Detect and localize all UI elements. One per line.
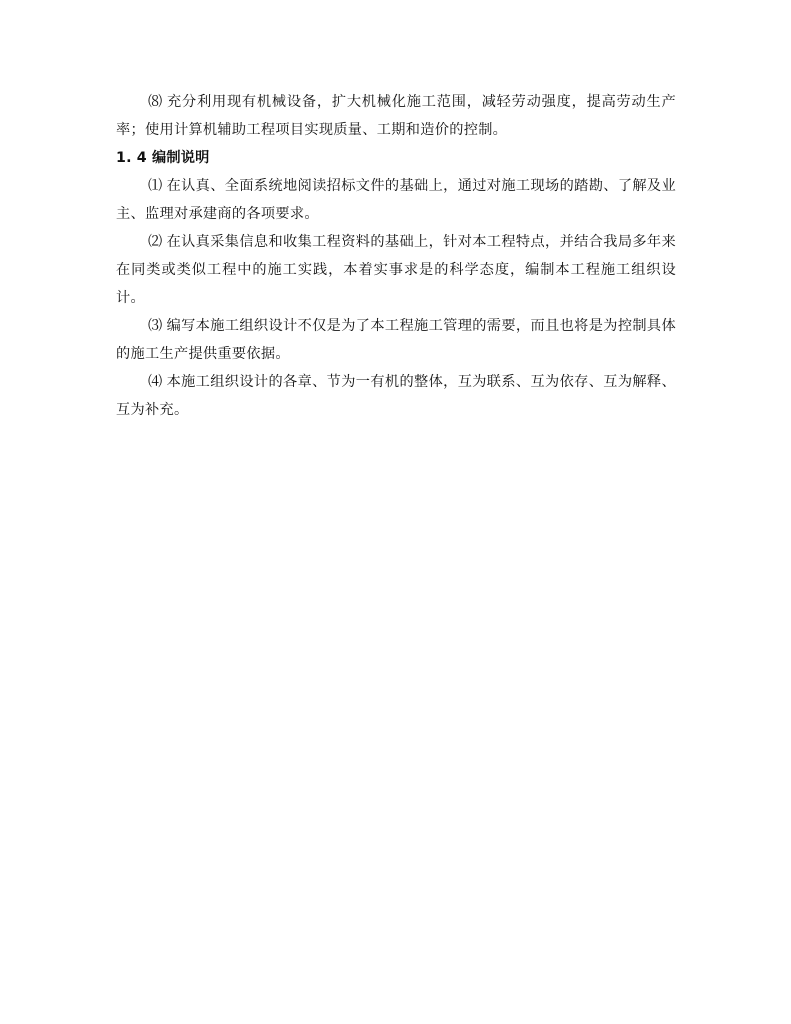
paragraph-8 xyxy=(116,88,676,144)
item-text: 在认真、全面系统地阅读招标文件的基础上，通过对施工现场的踏勘、了解及业主、监理对承建商的各项要求。 xyxy=(116,178,676,222)
item-number: ⑵ xyxy=(148,234,163,250)
item-number: ⑷ xyxy=(148,374,163,390)
paragraph-number: ⑻ xyxy=(148,94,163,110)
list-item xyxy=(116,368,676,424)
item-text: 在认真采集信息和收集工程资料的基础上，针对本工程特点，并结合我局多年来在同类或类似工程中的施工实践，本着实事求是的科学态度，编制本工程施工组织设计。 xyxy=(116,234,676,306)
section-heading: 1. 4 编制说明 xyxy=(116,150,210,166)
document-body xyxy=(116,88,676,424)
item-text: 编写本施工组织设计不仅是为了本工程施工管理的需要，而且也将是为控制具体的施工生产提供重要依据。 xyxy=(116,318,676,362)
item-number: ⑴ xyxy=(148,178,163,194)
list-item xyxy=(116,312,676,368)
paragraph-text: 充分利用现有机械设备，扩大机械化施工范围，减轻劳动强度，提高劳动生产率；使用计算机辅助工程项目实现质量、工期和造价的控制。 xyxy=(116,94,677,138)
list-item xyxy=(116,172,676,228)
item-text: 本施工组织设计的各章、节为一有机的整体，互为联系、互为依存、互为解释、互为补充。 xyxy=(116,374,676,418)
list-item xyxy=(116,228,676,312)
item-number: ⑶ xyxy=(148,318,163,334)
